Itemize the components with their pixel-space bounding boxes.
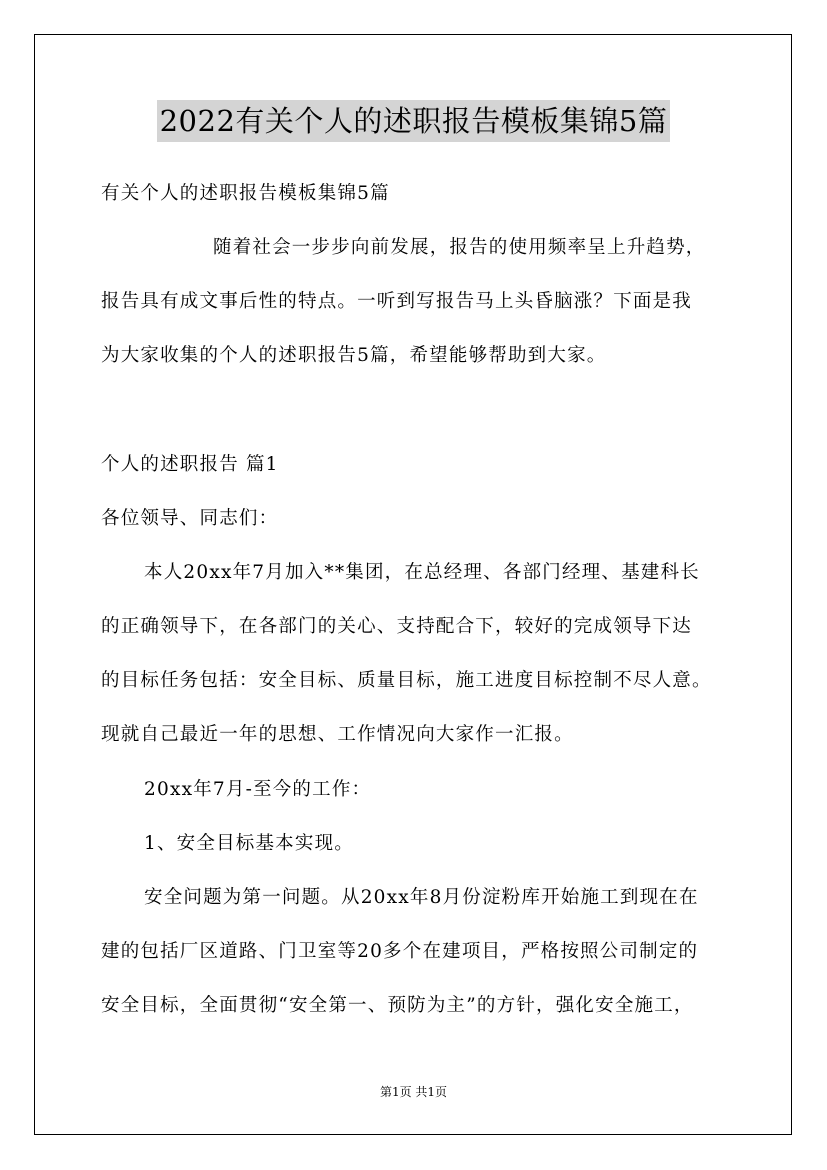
body-line-2: 的正确领导下，在各部门的关心、支持配合下，较好的完成领导下达 [101, 616, 693, 637]
intro-line-2: 报告具有成文事后性的特点。一听到写报告马上头昏脑涨？下面是我 [101, 291, 693, 312]
document-title: 2022有关个人的述职报告模板集锦5篇 [157, 100, 671, 142]
body-line-7: 安全问题为第一问题。从20xx年8月份淀粉库开始施工到现在在 [144, 887, 699, 908]
body-line-3: 的目标任务包括：安全目标、质量目标，施工进度目标控制不尽人意。 [101, 670, 712, 691]
body-line-4: 现就自己最近一年的思想、工作情况向大家作一汇报。 [101, 724, 574, 745]
intro-line-1: 随着社会一步步向前发展，报告的使用频率呈上升趋势， [213, 237, 706, 258]
salutation-line: 各位领导、同志们： [101, 508, 279, 529]
body-line-9: 安全目标，全面贯彻“安全第一、预防为主”的方针，强化安全施工， [101, 995, 694, 1016]
body-line-1: 本人20xx年7月加入**集团，在总经理、各部门经理、基建科长 [144, 562, 700, 583]
body-line-8: 建的包括厂区道路、门卫室等20多个在建项目，严格按照公司制定的 [101, 941, 699, 962]
body-line-6: 1、安全目标基本实现。 [144, 833, 354, 854]
section-heading: 个人的述职报告 篇1 [101, 454, 279, 475]
body-line-5: 20xx年7月-至今的工作： [144, 779, 372, 800]
intro-line-3: 为大家收集的个人的述职报告5篇，希望能够帮助到大家。 [101, 345, 607, 366]
subtitle-line: 有关个人的述职报告模板集锦5篇 [101, 183, 390, 204]
title-container [0, 100, 827, 142]
page-footer: 第1页 共1页 [379, 1085, 448, 1099]
